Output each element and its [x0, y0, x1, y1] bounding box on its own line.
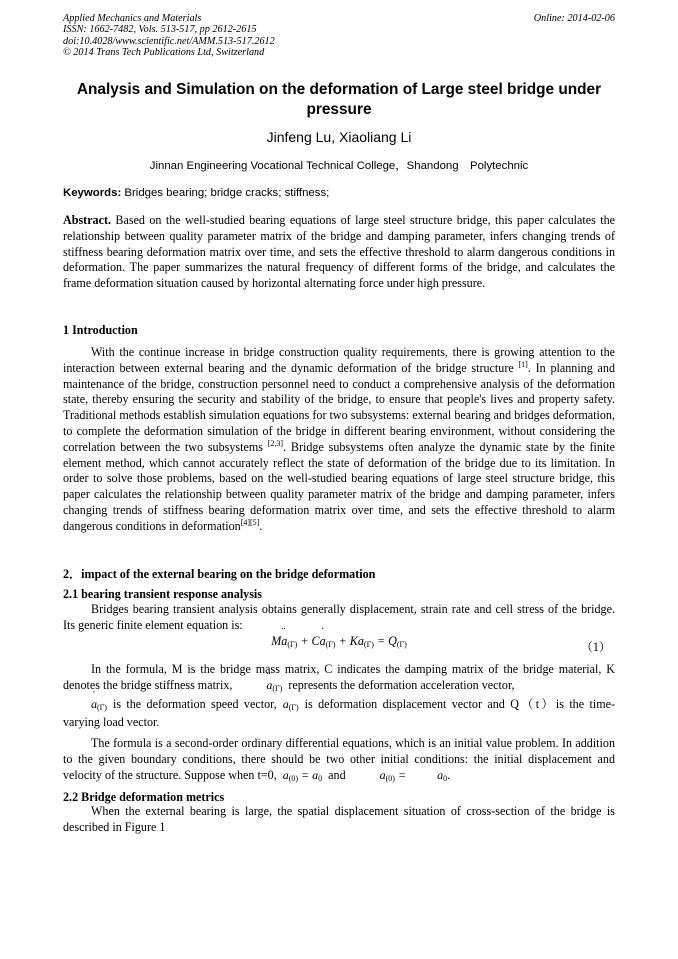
journal-header	[63, 13, 275, 59]
initial-velocity-symbol: ˙ $a_{(0)}$ = ˙ $a_0$	[346, 768, 447, 782]
initial-text-and: and	[328, 767, 346, 782]
intro-text-1: With the continue increase in bridge construction quality requirements, there is growing attention to the interaction between external bearing and the dynamic deformation of the bridge structure	[63, 345, 615, 375]
equation-1	[63, 634, 615, 652]
citation-2: [2,3]	[267, 438, 284, 448]
formula-text-4: is deformation displacement vector and Q（t）is the time-varying load vector.	[63, 696, 615, 730]
displacement-symbol: $a_{(\Gamma)}$	[282, 696, 299, 712]
initial-text-end: .	[447, 767, 451, 782]
subsection-heading-2-2: 2.2 Bridge deformation metrics	[63, 790, 225, 804]
citation-1: [1]	[518, 359, 528, 369]
initial-text-1: The formula is a second-order ordinary differential equations, which is an initial value problem. In addition to the given boundary conditions, there should be two other initial conditions: the initial displacement and velocity of the structure. Suppose when t=0,	[63, 736, 615, 782]
author-affiliation: Jinnan Engineering Vocational Technical College，Shandong Polytechnic	[149, 160, 529, 172]
paragraph-2-2: When the external bearing is large, the spatial displacement situation of cross-section of the bridge is described in Figure 1	[63, 804, 615, 834]
formula-text-1: In the formula, M is the bridge mass matrix, C indicates the damping matrix of the bridge material, K denotes the bridge stiffness matrix,	[63, 662, 615, 692]
acceleration-symbol: ¨ $a_{(\Gamma)}$	[232, 678, 288, 692]
keywords	[63, 187, 329, 199]
section-heading-2: 2．impact of the external bearing on the bridge deformation	[63, 567, 376, 581]
formula-text-3: is the deformation speed vector,	[112, 696, 277, 711]
formula-text-2: represents the deformation acceleration vector,	[288, 677, 515, 692]
intro-text-4: .	[259, 518, 263, 533]
velocity-symbol: ˙ $a_{(\Gamma)}$	[63, 697, 113, 711]
citation-3: [4][5]	[240, 517, 260, 527]
paper-title: Analysis and Simulation on the deformation of Large steel bridge under pressure	[76, 81, 602, 118]
intro-text-2: . In planning and maintenance of the bridge, construction personnel need to conduct a comprehensive analysis of the deformation state, thereby ensuring the security and stability of the bridge, to ensure that people's lives and property safety. Traditional methods establish simulation equations for two subsystems: external bearing and bridges deformation, to complete the deformation simulation of the bridge in different bearing environment, without considering the correlation between the two subsystems	[63, 360, 616, 454]
doi-line: doi:10.4028/www.scientific.net/AMM.513-517.2612	[63, 35, 275, 47]
section-heading-introduction: 1 Introduction	[63, 323, 138, 337]
paragraph-initial-conditions	[63, 736, 615, 786]
equation-number: （1）	[580, 640, 611, 654]
keywords-text: Bridges bearing; bridge cracks; stiffness;	[121, 187, 330, 199]
subsection-heading-2-1: 2.1 bearing transient response analysis	[63, 587, 263, 601]
copyright-line: © 2014 Trans Tech Publications Ltd, Switzerland	[63, 47, 265, 59]
abstract-label: Abstract.	[63, 213, 112, 227]
abstract-text: Based on the well-studied bearing equations of large steel structure bridge, this paper calculates the relationship between quality parameter matrix of the bridge and damping parameter, infers changing trends of stiffness bearing deformation matrix over time, and sets the effective threshold to alarm dangerous conditions in deformation. The paper summarizes the natural frequency of different forms of the bridge, and calculates the frame deformation situation caused by horizontal alternating force under high pressure.	[63, 213, 615, 291]
paragraph-formula-explanation	[63, 662, 615, 731]
online-date: Online: 2014-02-06	[533, 13, 615, 24]
paper-authors: Jinfeng Lu, Xiaoliang Li	[266, 129, 412, 145]
intro-text-3: . Bridge subsystems often analyze the dynamic state by the finite element method, which cannot accurately reflect the state of deformation of the bridge due to its limitation. In order to solve those problems, based on the well-studied bearing equations of large steel structure bridge, this paper calculates the relationship between quality parameter matrix of the bridge and damping parameter, infers changing trends of stiffness bearing deformation matrix over time, and sets the effective threshold to alarm dangerous conditions in deformation	[63, 439, 615, 533]
issn-line: ISSN: 1662-7482, Vols. 513-517, pp 2612-2615	[63, 24, 257, 36]
introduction-paragraph	[63, 345, 615, 535]
keywords-label: Keywords:	[63, 187, 122, 199]
equation-body: M¨ $a_{(\Gamma)}$ + C˙ $a_{(\Gamma)} + Ka_{(\Gamma)} = Q_{(\Gamma)}$	[63, 634, 615, 649]
paragraph-2-1: Bridges bearing transient analysis obtains generally displacement, strain rate and cell stress of the bridge. Its generic finite element equation is:	[63, 602, 615, 632]
journal-name: Applied Mechanics and Materials	[63, 13, 202, 24]
initial-displacement-symbol: $a_{(0)} = a_0$	[282, 767, 323, 783]
abstract	[63, 213, 615, 292]
